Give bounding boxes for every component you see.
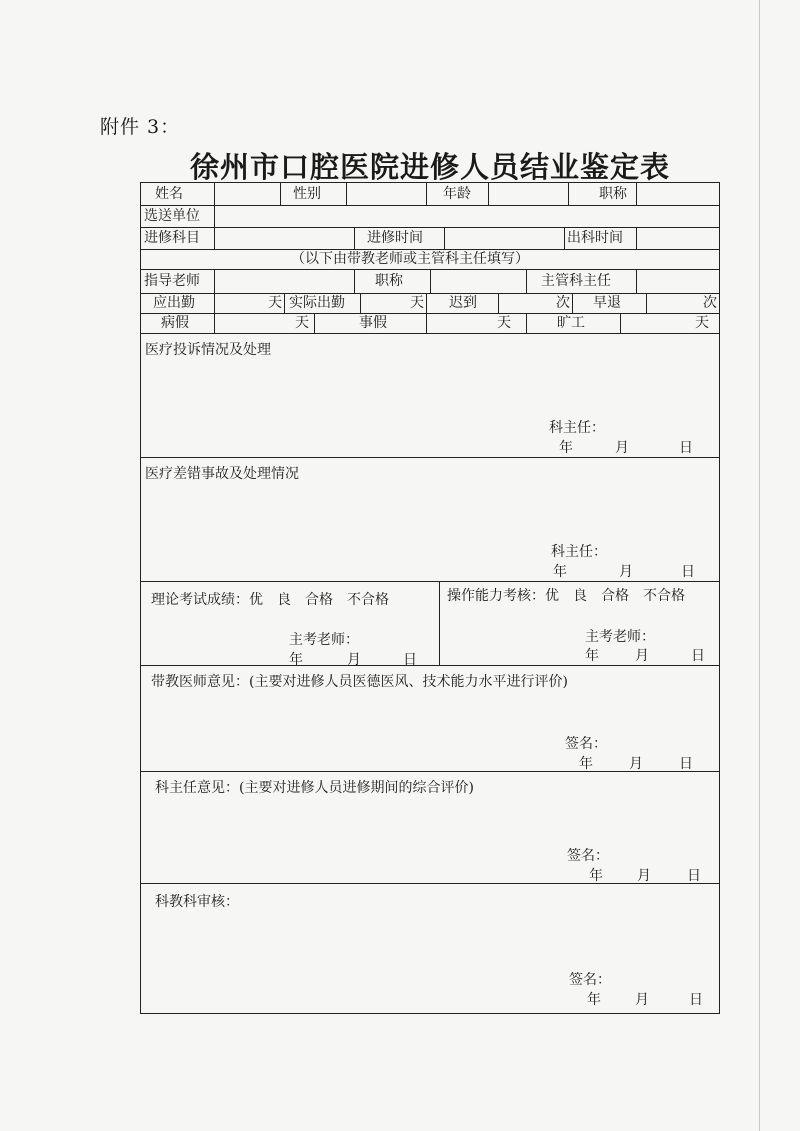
title-field[interactable] — [637, 183, 719, 205]
director-label: 主管科主任 — [541, 273, 611, 289]
director-signer: 签名： — [567, 848, 609, 864]
late-unit: 次 — [556, 295, 570, 311]
scan-edge — [759, 0, 760, 1131]
skill-day: 日 — [691, 648, 705, 664]
errors-title: 医疗差错事故及处理情况 — [145, 466, 299, 482]
dept-field[interactable] — [215, 227, 355, 249]
director-field[interactable] — [637, 269, 719, 293]
personal-unit: 天 — [497, 315, 511, 331]
skill-signer: 主考老师： — [585, 629, 655, 645]
actual-field[interactable] — [361, 293, 427, 313]
teacher-field[interactable] — [215, 269, 355, 293]
sick-label: 病假 — [161, 315, 189, 331]
teacher-label: 指导老师 — [144, 273, 200, 289]
absent-unit: 天 — [695, 315, 709, 331]
director-month: 月 — [637, 868, 651, 884]
errors-month: 月 — [619, 564, 633, 580]
office-signer: 签名： — [569, 972, 611, 988]
office-title: 科教科审核： — [155, 894, 239, 910]
skill-cell[interactable] — [439, 581, 719, 665]
unit-field[interactable] — [215, 205, 719, 227]
age-label: 年龄 — [443, 186, 471, 202]
row-unit — [141, 205, 719, 228]
mentor-year: 年 — [579, 756, 593, 772]
leave-label: 出科时间 — [567, 230, 623, 246]
absent-field[interactable] — [621, 313, 719, 333]
absent-label: 旷工 — [557, 315, 585, 331]
due-field[interactable] — [215, 293, 285, 313]
director-title: 科主任意见：(主要对进修人员进修期间的综合评价) — [155, 780, 474, 796]
director-label-cell — [527, 269, 637, 293]
complaints-month: 月 — [615, 440, 629, 456]
row-leave — [141, 313, 719, 334]
office-year: 年 — [587, 992, 601, 1008]
dept-label-cell — [141, 227, 215, 249]
leave-label-cell — [565, 227, 637, 249]
section-errors[interactable] — [141, 457, 719, 582]
late-label: 迟到 — [449, 295, 477, 311]
personal-label-cell — [315, 313, 427, 333]
fill-note: （以下由带教老师或主管科主任填写） — [291, 251, 529, 267]
row-basic-info — [141, 183, 719, 206]
period-field[interactable] — [445, 227, 565, 249]
form-title: 徐州市口腔医院进修人员结业鉴定表 — [189, 150, 670, 184]
skill-month: 月 — [635, 648, 649, 664]
early-label-cell — [573, 293, 647, 313]
age-field[interactable] — [489, 183, 569, 205]
complaints-day: 日 — [679, 440, 693, 456]
teacher-title-field[interactable] — [431, 269, 527, 293]
early-unit: 次 — [703, 295, 717, 311]
personal-label: 事假 — [359, 315, 387, 331]
mentor-signer: 签名： — [565, 736, 607, 752]
row-attendance — [141, 293, 719, 314]
attachment-label: 附件 3： — [100, 116, 181, 138]
exam-year: 年 — [289, 652, 303, 668]
due-label: 应出勤 — [153, 295, 195, 311]
exam-month: 月 — [347, 652, 361, 668]
mentor-day: 日 — [679, 756, 693, 772]
leave-field[interactable] — [637, 227, 719, 249]
late-label-cell — [427, 293, 499, 313]
section-exam-skill — [141, 581, 719, 666]
skill-title: 操作能力考核：优 良 合格 不合格 — [447, 588, 685, 604]
exam-cell[interactable] — [141, 581, 440, 668]
title-label: 职称 — [599, 186, 627, 202]
name-label: 姓名 — [155, 186, 183, 202]
section-complaints[interactable] — [141, 333, 719, 458]
dept-label: 进修科目 — [144, 230, 200, 246]
age-label-cell — [427, 183, 489, 205]
mentor-title: 带教医师意见：(主要对进修人员医德医风、技术能力水平进行评价) — [151, 674, 568, 690]
teacher-label-cell — [141, 269, 215, 293]
teacher-title-label-cell — [355, 269, 431, 293]
gender-field[interactable] — [347, 183, 427, 205]
director-year: 年 — [589, 868, 603, 884]
complaints-year: 年 — [559, 440, 573, 456]
director-day: 日 — [687, 868, 701, 884]
skill-year: 年 — [585, 648, 599, 664]
appraisal-form — [140, 182, 720, 1014]
due-unit: 天 — [268, 295, 282, 311]
actual-label: 实际出勤 — [289, 295, 345, 311]
period-label-cell — [355, 227, 445, 249]
name-label-cell — [141, 183, 215, 205]
complaints-title: 医疗投诉情况及处理 — [145, 342, 271, 358]
personal-field[interactable] — [427, 313, 527, 333]
period-label: 进修时间 — [367, 230, 423, 246]
unit-label-cell — [141, 205, 215, 227]
section-office-review[interactable] — [141, 883, 719, 1013]
teacher-title-label: 职称 — [375, 273, 403, 289]
sick-label-cell — [141, 313, 215, 333]
errors-year: 年 — [553, 564, 567, 580]
unit-label: 选送单位 — [144, 208, 200, 224]
actual-unit: 天 — [410, 295, 424, 311]
errors-signer: 科主任： — [551, 544, 607, 560]
gender-label: 性别 — [293, 186, 321, 202]
exam-day: 日 — [403, 652, 417, 668]
office-month: 月 — [635, 992, 649, 1008]
title-label-cell — [569, 183, 637, 205]
early-label: 早退 — [593, 295, 621, 311]
section-director-opinion[interactable] — [141, 771, 719, 884]
row-note — [141, 249, 719, 270]
sick-unit: 天 — [295, 315, 309, 331]
errors-day: 日 — [681, 564, 695, 580]
absent-label-cell — [527, 313, 621, 333]
exam-signer: 主考老师： — [289, 632, 359, 648]
gender-label-cell — [281, 183, 347, 205]
complaints-signer: 科主任： — [549, 420, 605, 436]
row-teacher — [141, 269, 719, 294]
mentor-month: 月 — [629, 756, 643, 772]
section-mentor-opinion[interactable] — [141, 665, 719, 772]
exam-title: 理论考试成绩：优 良 合格 不合格 — [151, 592, 389, 608]
late-field[interactable] — [499, 293, 573, 313]
early-field[interactable] — [647, 293, 719, 313]
actual-label-cell — [285, 293, 361, 313]
name-field[interactable] — [215, 183, 281, 205]
row-dept — [141, 227, 719, 250]
sick-field[interactable] — [215, 313, 315, 333]
office-day: 日 — [689, 992, 703, 1008]
due-label-cell — [141, 293, 215, 313]
